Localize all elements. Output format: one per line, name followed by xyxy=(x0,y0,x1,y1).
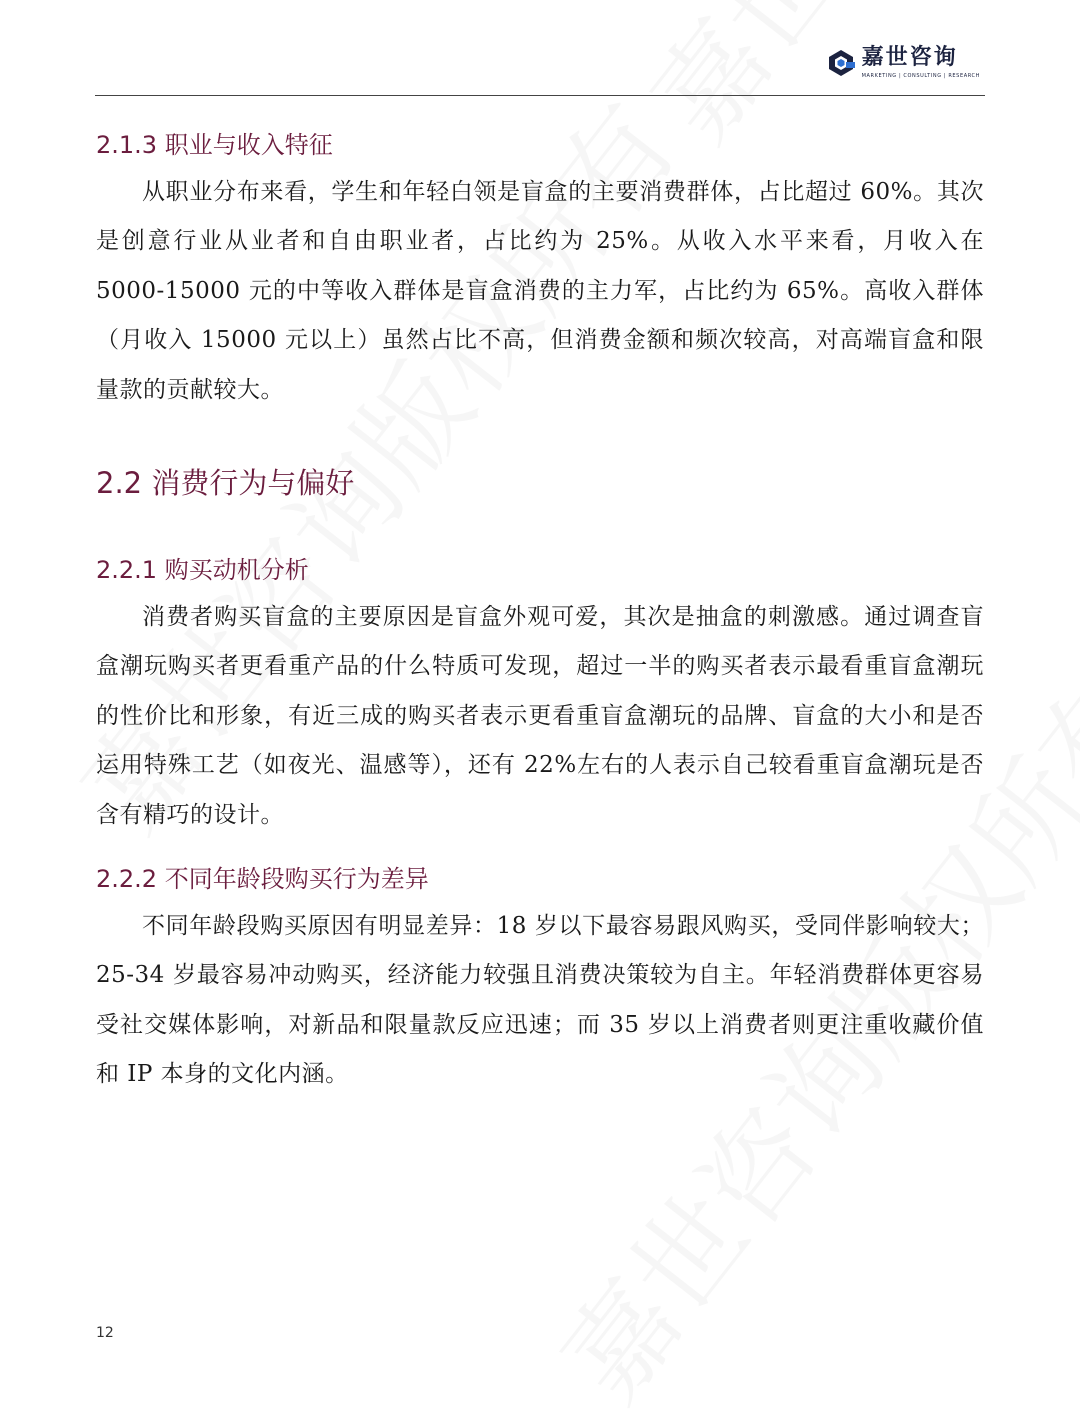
page-header xyxy=(0,0,1080,100)
paragraph-purchase-motives: 消费者购买盲盒的主要原因是盲盒外观可爱，其次是抽盒的刺激感。通过调查盲盒潮玩购买者更看重产品的什么特质可发现，超过一半的购买者表示最看重盲盒潮玩的性价比和形象，有近三成的购买者表示更看重盲盒潮玩的品牌、盲盒的大小和是否运用特殊工艺（如夜光、温感等），还有 22%左右的人表示自己较看重盲盒潮玩是否含有精巧的设计。 xyxy=(96,604,984,828)
section-heading-2-1-3: 2.1.3 职业与收入特征 xyxy=(96,131,333,159)
paragraph-occupation-income: 从职业分布来看，学生和年轻白领是盲盒的主要消费群体，占比超过 60%。其次是创意行业从业者和自由职业者，占比约为 25%。从收入水平来看，月收入在 5000-15000 元的中等收入群体是盲盒消费的主力军，占比约为 65%。高收入群体（月收入 15000 元以上）虽然占比不高，但消费金额和频次较高，对高端盲盒和限量款的贡献较大。 xyxy=(96,179,984,403)
logo-tagline: MARKETING | CONSULTING | RESEARCH xyxy=(861,73,980,79)
spacer xyxy=(96,840,984,856)
page-number: 12 xyxy=(96,1325,114,1341)
spacer xyxy=(96,415,984,457)
spacer xyxy=(96,509,984,547)
logo-name: 嘉世咨询 xyxy=(861,45,958,70)
logo-mark-icon xyxy=(826,48,856,78)
company-logo xyxy=(826,46,980,80)
section-heading-2-2-2: 2.2.2 不同年龄段购买行为差异 xyxy=(96,865,429,894)
section-heading-2-2-1: 2.2.1 购买动机分析 xyxy=(96,556,309,585)
document-body xyxy=(96,122,984,1100)
header-divider xyxy=(95,95,985,96)
section-heading-2-2: 2.2 消费行为与偏好 xyxy=(96,466,355,501)
paragraph-age-differences: 不同年龄段购买原因有明显差异：18 岁以下最容易跟风购买，受同伴影响较大；25-34 岁最容易冲动购买，经济能力较强且消费决策较为自主。年轻消费群体更容易受社交媒体影响，对新品和限量款反应迅速；而 35 岁以上消费者则更注重收藏价值和 IP 本身的文化内涵。 xyxy=(96,913,984,1088)
